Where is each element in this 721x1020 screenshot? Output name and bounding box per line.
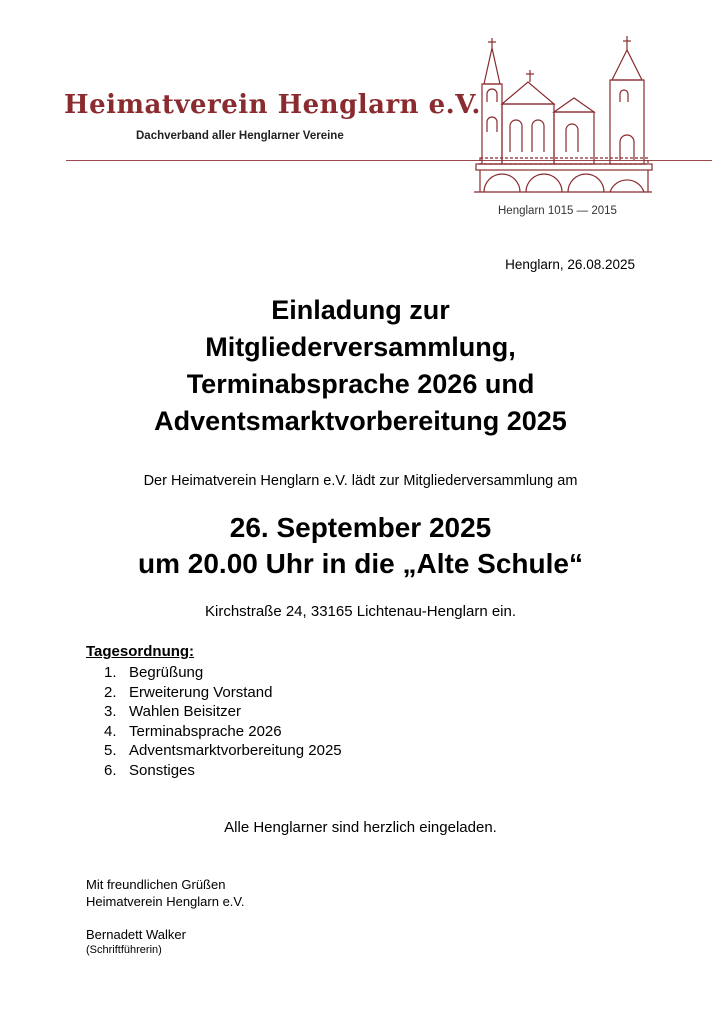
- agenda-item: [104, 683, 342, 703]
- venue-address: Kirchstraße 24, 33165 Lichtenau-Henglarn ein.: [204, 603, 517, 620]
- agenda-item: [104, 761, 342, 781]
- title-line: Mitgliederversammlung,: [205, 332, 516, 362]
- title-line: Einladung zur: [271, 295, 450, 325]
- agenda-item-number: 4.: [104, 722, 117, 740]
- title-line: Adventsmarktvorbereitung 2025: [154, 406, 567, 436]
- agenda-item-text: Sonstiges: [129, 761, 195, 779]
- signatory-name: Bernadett Walker: [86, 927, 186, 942]
- agenda-item: [104, 722, 342, 742]
- closing-organization: Heimatverein Henglarn e.V.: [86, 894, 245, 909]
- agenda-item-text: Wahlen Beisitzer: [129, 703, 241, 721]
- letter-date: Henglarn, 26.08.2025: [505, 257, 635, 272]
- agenda-item-text: Terminabsprache 2026: [129, 722, 282, 740]
- agenda-item: [104, 702, 342, 722]
- organization-name: Heimatverein Henglarn e.V.: [64, 90, 481, 120]
- event-details: [0, 510, 721, 582]
- agenda-item-number: 5.: [104, 742, 117, 760]
- event-date: 26. September 2025: [229, 512, 492, 543]
- closing-block: [86, 876, 245, 910]
- agenda-item-number: 1.: [104, 664, 117, 681]
- closing-greeting: Mit freundlichen Grüßen: [86, 877, 226, 892]
- agenda-list: [104, 663, 342, 781]
- church-bridge-logo: [470, 32, 655, 202]
- agenda-item-text: Begrüßung: [129, 664, 204, 681]
- title-line: Terminabsprache 2026 und: [186, 369, 535, 399]
- document-title: [0, 292, 721, 440]
- signature-block: [86, 926, 186, 957]
- event-time-venue: um 20.00 Uhr in die „Alte Schule“: [137, 548, 583, 579]
- agenda-item-number: 6.: [104, 761, 117, 779]
- agenda-item: [104, 741, 342, 761]
- agenda-item-number: 2.: [104, 683, 117, 701]
- organization-subtitle: Dachverband aller Henglarner Vereine: [136, 130, 344, 142]
- agenda-heading: Tagesordnung:: [86, 643, 195, 660]
- agenda-item-text: Erweiterung Vorstand: [129, 683, 273, 701]
- logo-caption: Henglarn 1015 — 2015: [498, 205, 617, 217]
- intro-text: Der Heimatverein Henglarn e.V. lädt zur Mitgliederversammlung am: [143, 473, 578, 489]
- agenda-item-number: 3.: [104, 703, 117, 721]
- invitation-note: Alle Henglarner sind herzlich eingeladen.: [224, 819, 497, 836]
- signatory-role: (Schriftführerin): [86, 944, 162, 956]
- agenda-item-text: Adventsmarktvorbereitung 2025: [129, 742, 342, 760]
- agenda-item: [104, 663, 342, 683]
